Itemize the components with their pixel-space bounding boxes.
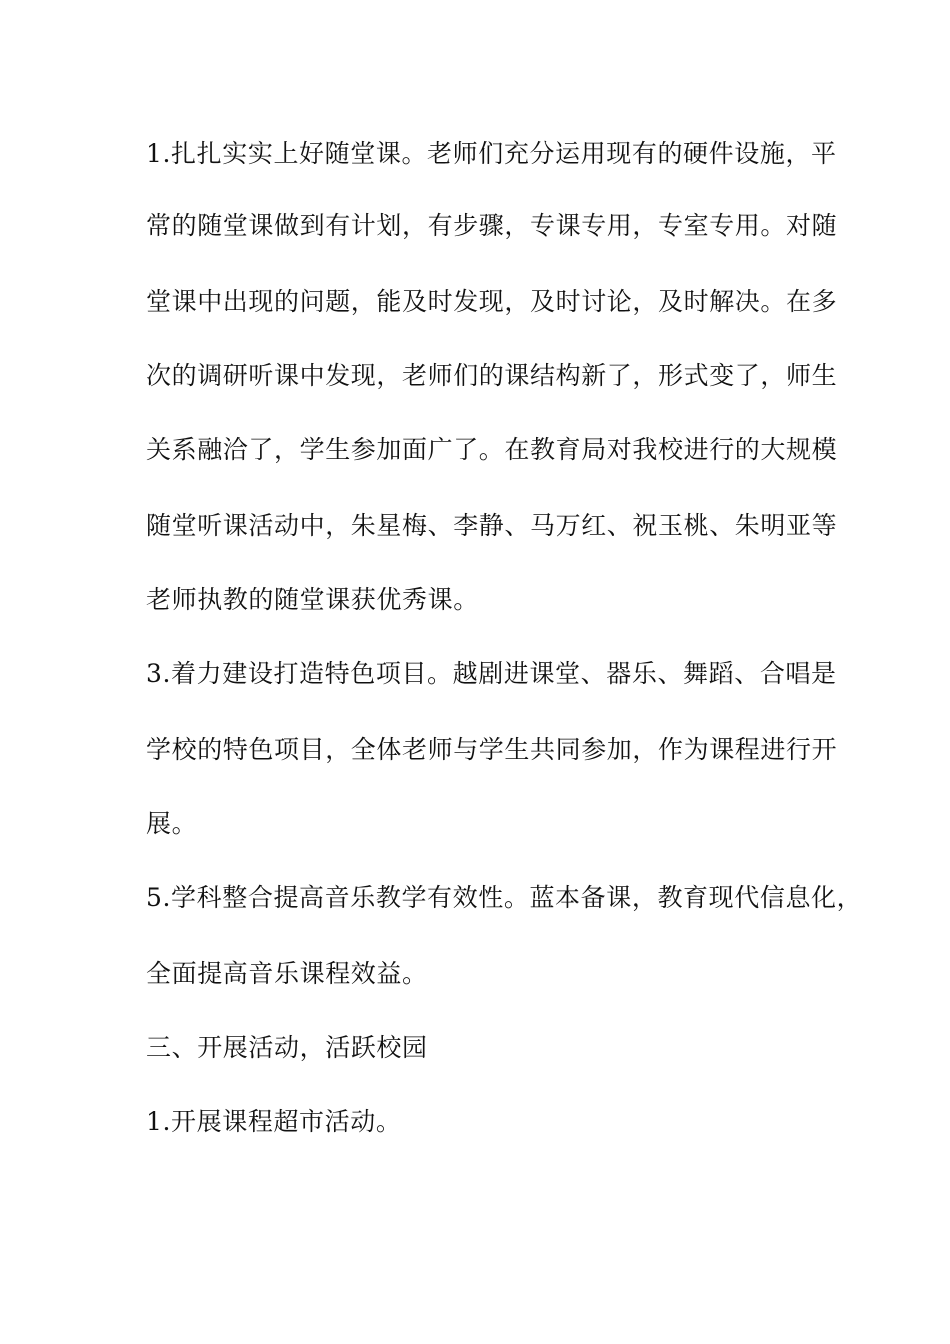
text-line-3: 堂课中出现的问题，能及时发现，及时讨论，及时解决。在多 xyxy=(146,287,838,316)
text-line-5: 关系融洽了，学生参加面广了。在教育局对我校进行的大规模 xyxy=(146,435,838,464)
text-line-11: 5.学科整合提高音乐教学有效性。蓝本备课，教育现代信息化， xyxy=(146,883,863,912)
text-line-1: 1.扎扎实实上好随堂课。老师们充分运用现有的硬件设施，平 xyxy=(146,139,837,168)
text-line-10: 展。 xyxy=(146,809,198,838)
text-line-9: 学校的特色项目，全体老师与学生共同参加，作为课程进行开 xyxy=(146,735,838,764)
section-heading: 三、开展活动，活跃校园 xyxy=(146,1033,428,1062)
text-line-14: 1.开展课程超市活动。 xyxy=(146,1107,402,1136)
text-line-4: 次的调研听课中发现，老师们的课结构新了，形式变了，师生 xyxy=(146,361,838,390)
text-line-7: 老师执教的随堂课获优秀课。 xyxy=(146,585,479,614)
text-line-12: 全面提高音乐课程效益。 xyxy=(146,959,428,988)
text-line-6: 随堂听课活动中，朱星梅、李静、马万红、祝玉桃、朱明亚等 xyxy=(146,511,838,540)
text-line-8: 3.着力建设打造特色项目。越剧进课堂、器乐、舞蹈、合唱是 xyxy=(146,659,837,688)
text-line-2: 常的随堂课做到有计划，有步骤，专课专用，专室专用。对随 xyxy=(146,211,838,240)
